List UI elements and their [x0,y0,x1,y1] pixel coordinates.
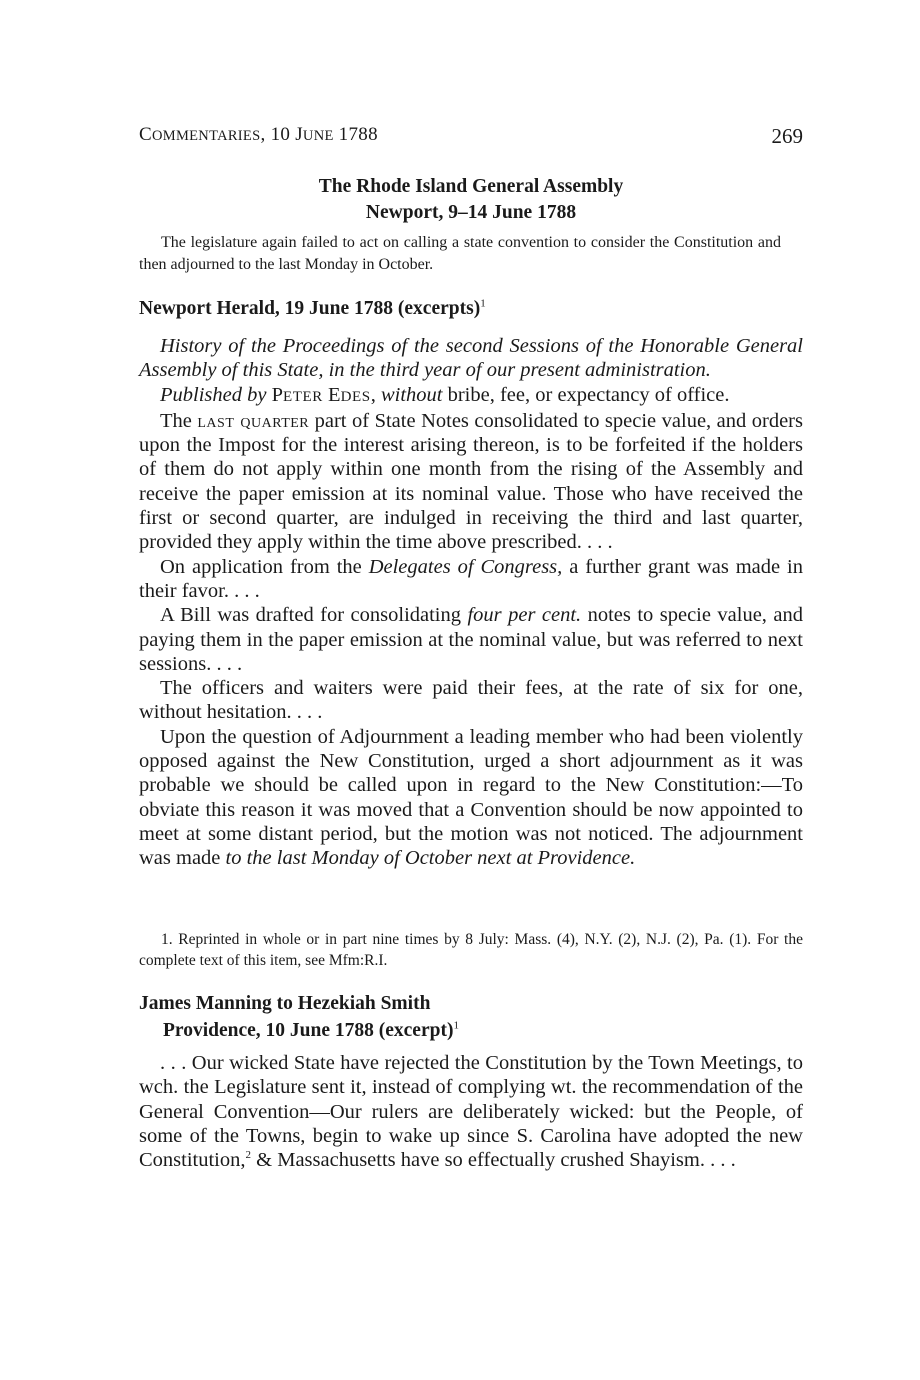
paragraph-bill: A Bill was drafted for consolidating four per cent. notes to specie value, and paying them in the paper emission at the nominal value, but was referred to next sessions. . . . [139,604,803,675]
paragraph-letter: . . . Our wicked State have rejected the Constitution by the Town Meetings, to wch. the Legislature sent it, instead of complying wt. the recommendation of the General Convention—Our rulers are deliberately wicked: but the People, of some of the Towns, begin to wake up since S. Carolina have adopted the new Constitution,$^2$ & Massachusetts have so effectually crushed Shayism. . . . [139,1052,803,1172]
paragraph-officers: The officers and waiters were paid their fees, at the rate of six for one, without hesitation. . . . [139,677,803,724]
publisher-line: Published by PETER EDES, without bribe, fee, or expectancy of office. [160,383,730,406]
newport-herald-text [139,334,803,871]
heading-line-2: Newport, 9–14 June 1788 [365,202,577,223]
footnote-ref: 2 [245,1149,252,1162]
footnote-ref: 1 [480,297,486,310]
editorial-note: The legislature again failed to act on calling a state convention to consider the Constitution and then adjourned to the last Monday in October. [139,234,781,273]
paragraph-adjournment: Upon the question of Adjournment a leading member who had been violently opposed against the New Constitution, urged a short adjournment as it was probable we should be called upon in regard to the New Constitution:—To obviate this reason it was moved that a Convention should be now appointed to meet at some distant period, but the motion was not noticed. The adjournment was made to the last Monday of October next at Providence. [139,725,803,870]
running-head-title: COMMENTARIES, 10 JUNE 1788 [139,124,378,145]
page-number: 269 [771,124,803,148]
heading-line-1: The Rhode Island General Assembly [318,176,624,197]
intro-paragraph: History of the Proceedings of the second Sessions of the Honorable General Assembly of this State, in the third year of our present administration. [139,335,803,382]
section-heading-rhode-island-assembly [139,174,803,226]
section-heading-newport-herald: Newport Herald, 19 June 1788 (excerpts)$^1$ [139,297,486,319]
manning-letter-text [139,1051,803,1172]
paragraph-state-notes: The last quarter part of State Notes consolidated to specie value, and orders upon the Impost for the interest arising thereon, is to be forfeited if the holders of them do not apply within one month from the rising of the Assembly and receive the paper emission at its nominal value. Those who have received the first or second quarter, are indulged in receiving the third and last quarter, provided they apply within the time above prescribed. . . . [139,409,803,554]
section-heading-manning-letter: James Manning to Hezekiah Smith Providence, 10 June 1788 (excerpt)$^1$ [139,993,459,1041]
paragraph-delegates: On application from the Delegates of Congress, a further grant was made in their favor. . . . [139,555,803,602]
footnote-ref: 1 [453,1019,459,1032]
footnote: 1. Reprinted in whole or in part nine times by 8 July: Mass. (4), N.Y. (2), N.J. (2), Pa. (1). For the complete text of this item, see Mfm:R.I. [139,931,803,969]
